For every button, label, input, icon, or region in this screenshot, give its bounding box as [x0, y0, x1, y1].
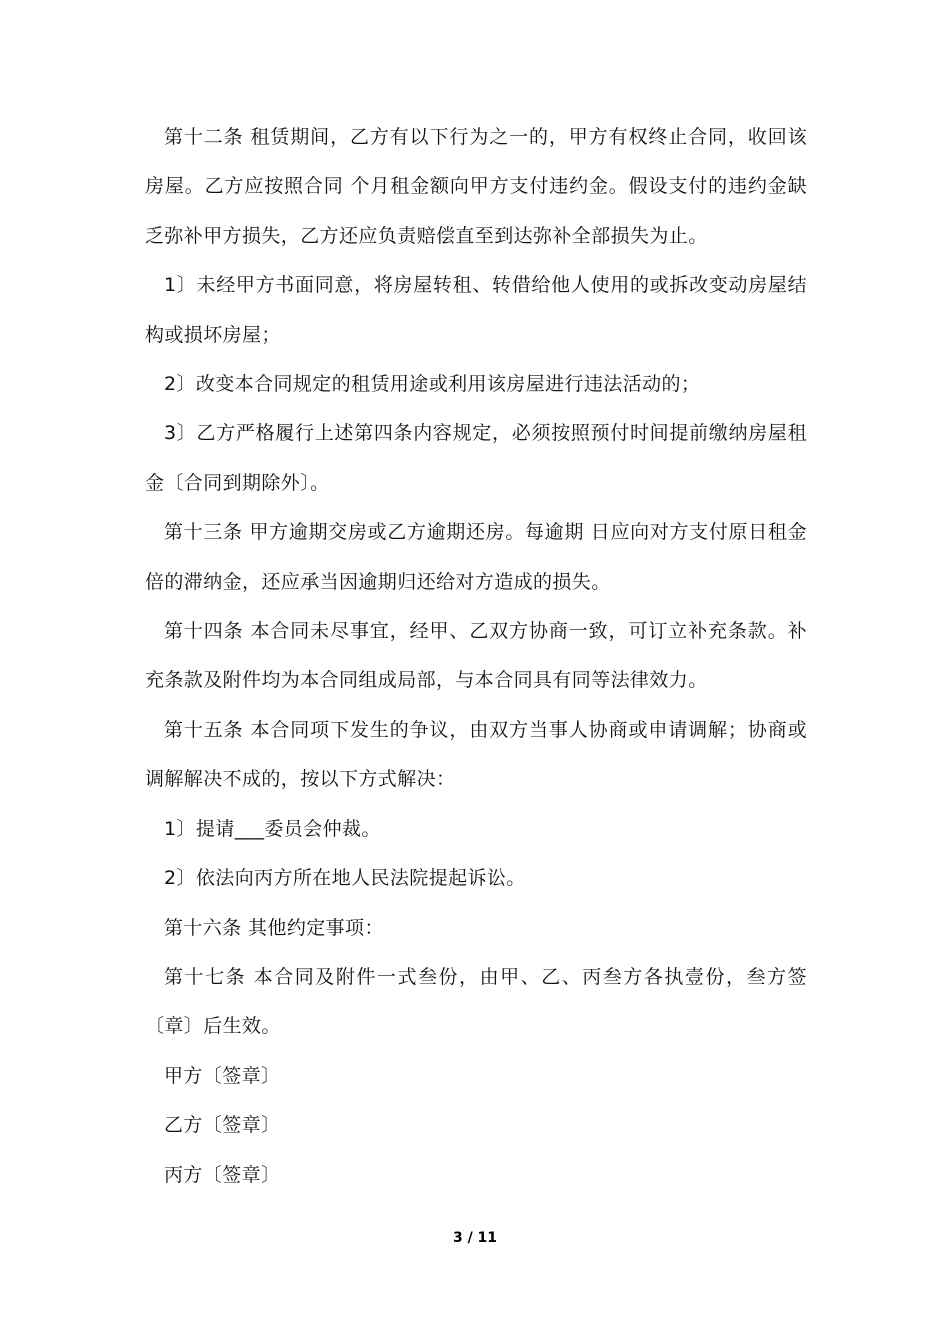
article-12-item-3: 3〕乙方严格履行上述第四条内容规定，必须按照预付时间提前缴纳房屋租金〔合同到期除外〕。	[145, 422, 807, 494]
article-12-item-2: 2〕改变本合同规定的租赁用途或利用该房屋进行违法活动的；	[164, 373, 701, 396]
page-number: 3 / 11	[452, 1230, 498, 1246]
document-body	[145, 113, 807, 1200]
article-15: 第十五条 本合同项下发生的争议，由双方当事人协商或申请调解；协商或调解解决不成的，按以下方式解决：	[145, 718, 807, 791]
signature-party-a: 甲方〔签章〕	[164, 1064, 281, 1087]
article-16: 第十六条 其他约定事项：	[164, 916, 384, 939]
signature-party-b: 乙方〔签章〕	[164, 1114, 281, 1137]
article-12: 第十二条 租赁期间，乙方有以下行为之一的，甲方有权终止合同，收回该房屋。乙方应按照合同 个月租金额向甲方支付违约金。假设支付的违约金缺乏弥补甲方损失，乙方还应负责赔偿直至到达弥补全部损失为止。	[145, 126, 807, 247]
article-15-item-1: 1〕提请___委员会仲裁。	[164, 817, 381, 840]
article-14: 第十四条 本合同未尽事宜，经甲、乙双方协商一致，可订立补充条款。补充条款及附件均为本合同组成局部，与本合同具有同等法律效力。	[145, 620, 807, 692]
article-17: 第十七条 本合同及附件一式叁份，由甲、乙、丙叁方各执壹份，叁方签〔章〕后生效。	[145, 965, 807, 1038]
article-12-item-1: 1〕未经甲方书面同意，将房屋转租、转借给他人使用的或拆改变动房屋结构或损坏房屋；	[145, 274, 807, 346]
article-13: 第十三条 甲方逾期交房或乙方逾期还房。每逾期 日应向对方支付原日租金倍的滞纳金，还应承当因逾期归还给对方造成的损失。	[145, 521, 807, 593]
article-15-item-2: 2〕依法向丙方所在地人民法院提起诉讼。	[164, 867, 526, 890]
signature-party-c: 丙方〔签章〕	[164, 1163, 281, 1186]
